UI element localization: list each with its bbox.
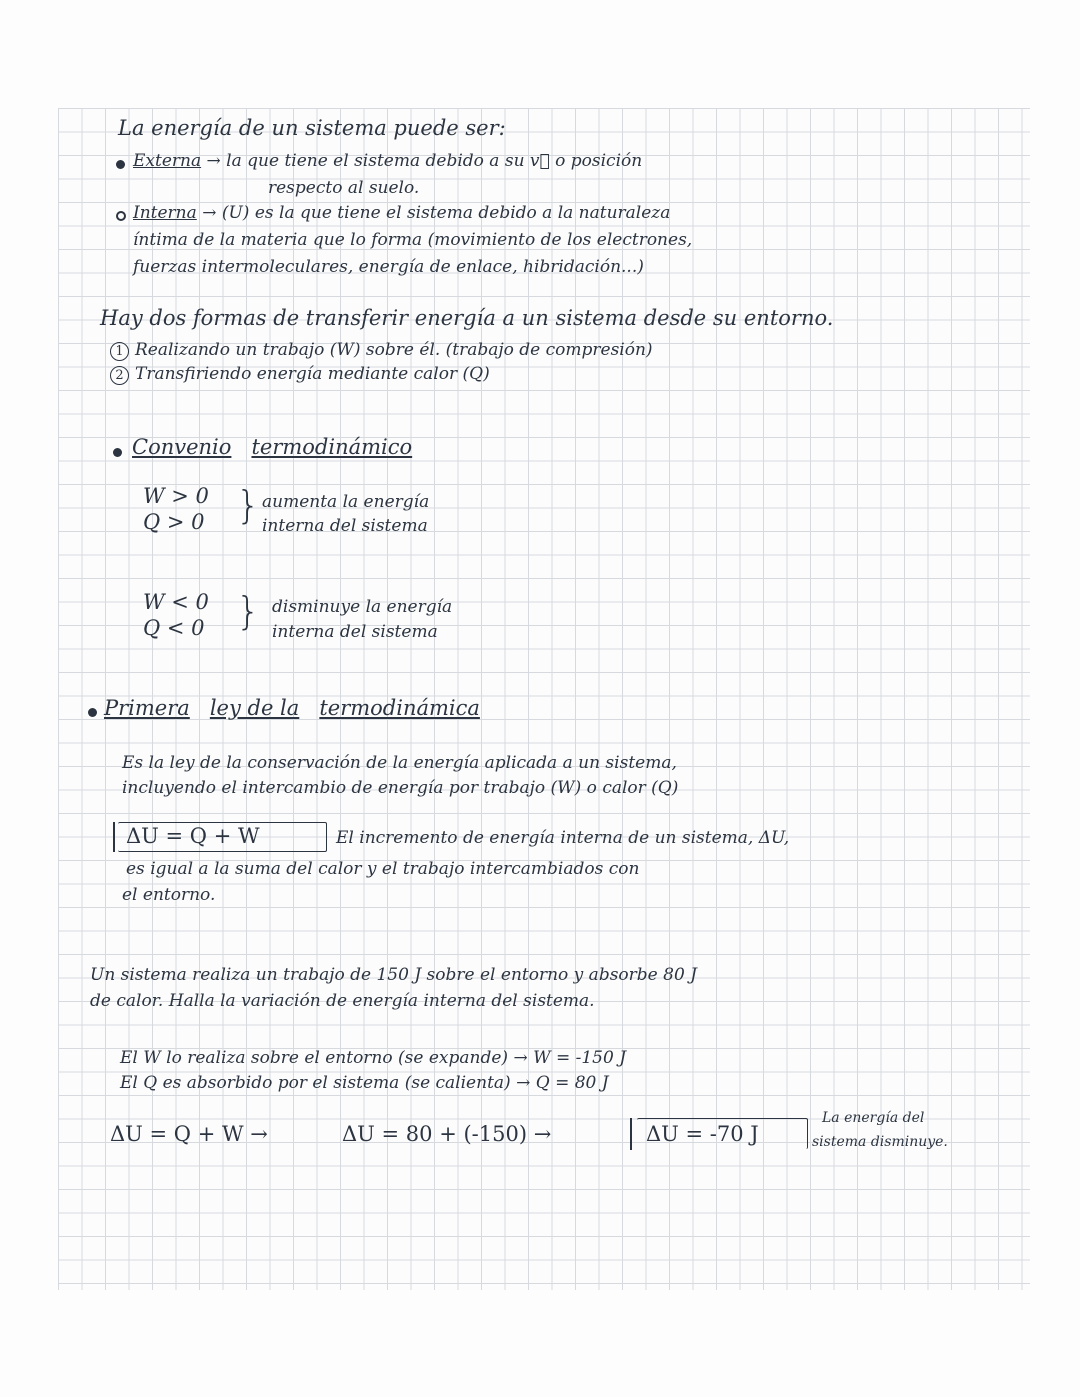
step1 bbox=[120, 1048, 626, 1068]
internal-label: Interna bbox=[133, 203, 197, 223]
number-2-icon: 2 bbox=[110, 366, 129, 385]
convention-title-part2: termodinámico bbox=[251, 435, 413, 459]
step2-text: El Q es absorbido por el sistema (se calienta) bbox=[120, 1073, 511, 1093]
energy-intro: La energía de un sistema puede ser: bbox=[118, 116, 506, 140]
internal-row bbox=[133, 203, 670, 223]
step1-result: → W = -150 J bbox=[513, 1048, 627, 1068]
external-row bbox=[133, 151, 642, 171]
note-line1: La energía del bbox=[822, 1110, 925, 1126]
brace-icon: } bbox=[236, 589, 261, 633]
bullet-icon bbox=[116, 211, 126, 221]
step2-result: → Q = 80 J bbox=[516, 1073, 609, 1093]
formula-box bbox=[118, 822, 327, 852]
convention-title bbox=[132, 437, 412, 457]
arrow-right-icon: → bbox=[202, 203, 217, 223]
problem-line2: de calor. Halla la variación de energía interna del sistema. bbox=[90, 991, 595, 1011]
bullet-icon bbox=[116, 160, 125, 169]
external-label: Externa bbox=[133, 151, 202, 171]
internal-symbol: (U) bbox=[221, 203, 250, 223]
negative-effect-line2: interna del sistema bbox=[272, 622, 438, 642]
q-negative: Q < 0 bbox=[143, 616, 205, 640]
first-law-title bbox=[104, 698, 480, 718]
convention-title-part1: Convenio bbox=[132, 435, 232, 459]
bullet-icon bbox=[113, 448, 122, 457]
first-law-title-part2: ley de la bbox=[209, 696, 300, 720]
internal-text-line3: fuerzas intermoleculares, energía de enlace, hibridación...) bbox=[133, 257, 644, 277]
q-positive: Q > 0 bbox=[143, 510, 205, 534]
step1-text: El W lo realiza sobre el entorno (se expande) bbox=[120, 1048, 509, 1068]
brace-icon: } bbox=[236, 483, 261, 527]
w-positive: W > 0 bbox=[143, 484, 209, 508]
first-law-desc-line1: Es la ley de la conservación de la energía aplicada a un sistema, bbox=[122, 753, 677, 773]
first-law-explain-line3: el entorno. bbox=[122, 885, 216, 905]
internal-text-line2: íntima de la materia que lo forma (movimiento de los electrones, bbox=[133, 230, 693, 250]
first-law-title-part1: Primera bbox=[104, 696, 190, 720]
first-law-title-part3: termodinámica bbox=[319, 696, 480, 720]
answer-bar-left bbox=[630, 1118, 632, 1150]
step2 bbox=[120, 1073, 609, 1093]
bullet-icon bbox=[88, 708, 97, 717]
number-1-icon: 1 bbox=[110, 342, 129, 361]
w-negative: W < 0 bbox=[143, 590, 209, 614]
transfer-item bbox=[110, 340, 653, 361]
transfer-item-text: Transfiriendo energía mediante calor (Q) bbox=[135, 364, 490, 384]
first-law-explain-line1: El incremento de energía interna de un sistema, ΔU, bbox=[336, 828, 790, 848]
answer: ΔU = -70 J bbox=[646, 1122, 759, 1146]
formula-bar-left bbox=[113, 822, 115, 852]
arrow-right-icon: → bbox=[206, 151, 221, 171]
calc-part1: ΔU = Q + W → bbox=[110, 1122, 268, 1146]
first-law-explain-line2: es igual a la suma del calor y el trabajo intercambiados con bbox=[126, 859, 640, 879]
internal-text-line1: es la que tiene el sistema debido a la naturaleza bbox=[254, 203, 671, 223]
positive-effect-line1: aumenta la energía bbox=[262, 492, 430, 512]
external-text-line2: respecto al suelo. bbox=[268, 178, 420, 198]
transfer-item-text: Realizando un trabajo (W) sobre él. (trabajo de compresión) bbox=[135, 340, 653, 360]
first-law-formula: ΔU = Q + W bbox=[126, 824, 260, 848]
transfer-item bbox=[110, 364, 490, 385]
external-text-line1: la que tiene el sistema debido a su v⃗ o posición bbox=[226, 151, 643, 171]
negative-effect-line1: disminuye la energía bbox=[272, 597, 453, 617]
positive-effect-line2: interna del sistema bbox=[262, 516, 428, 536]
first-law-desc-line2: incluyendo el intercambio de energía por trabajo (W) o calor (Q) bbox=[122, 778, 679, 798]
calc-part2: ΔU = 80 + (-150) → bbox=[342, 1122, 552, 1146]
transfer-intro: Hay dos formas de transferir energía a un sistema desde su entorno. bbox=[100, 306, 834, 330]
problem-line1: Un sistema realiza un trabajo de 150 J sobre el entorno y absorbe 80 J bbox=[90, 965, 697, 985]
note-line2: sistema disminuye. bbox=[812, 1134, 948, 1150]
